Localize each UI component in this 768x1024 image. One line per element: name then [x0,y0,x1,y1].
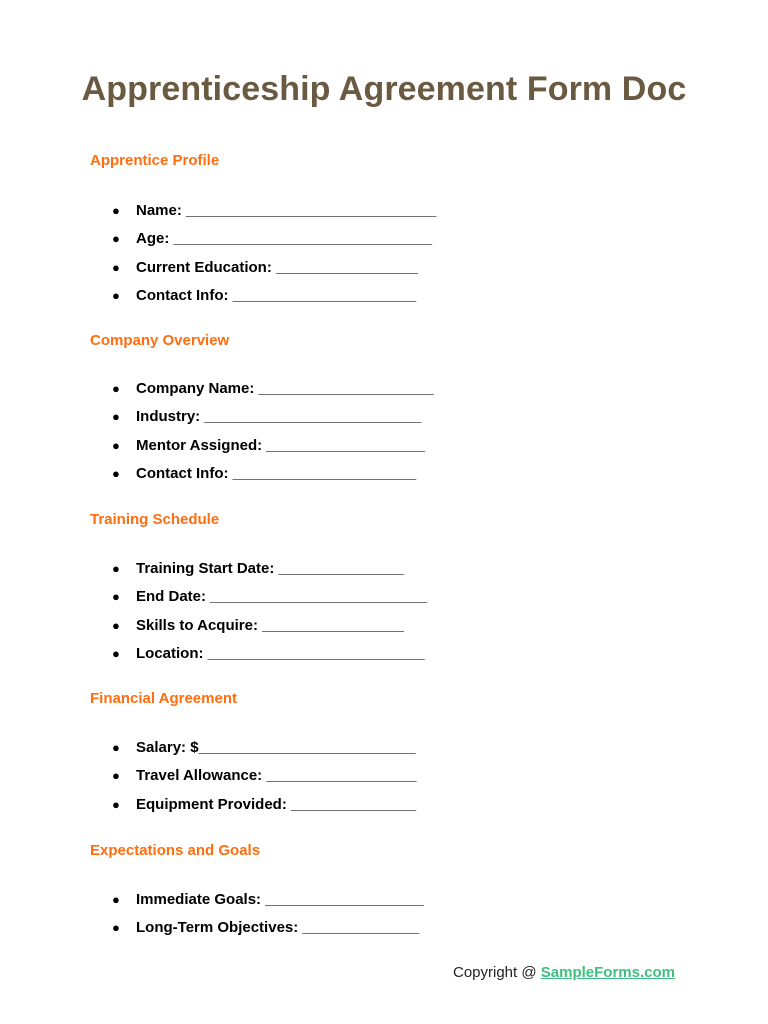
field-label: Name: ______________________________ [136,202,437,219]
list-item [112,918,424,946]
field-label: Age: _______________________________ [136,230,433,248]
bullet-icon: ● [112,437,120,453]
section-heading: Company Overview [90,332,230,349]
section-heading: Financial Agreement [90,690,237,707]
bullet-icon: ● [112,617,120,633]
copyright-text: Copyright @ [453,964,541,981]
bullet-icon: ● [112,920,120,936]
field-list [112,379,434,492]
list-item [112,766,417,794]
brand-link[interactable]: SampleForms.com [540,964,675,981]
bullet-icon: ● [112,287,120,303]
list-item [112,229,436,257]
section-heading: Apprentice Profile [90,152,220,169]
field-label: Equipment Provided: _______________ [136,795,417,813]
document-title: Apprenticeship Agreement Form Doc [81,70,687,108]
list-item [112,407,434,435]
list-item [112,379,434,407]
list-item [112,738,417,766]
list-item [112,286,436,314]
list-item [112,559,427,587]
list-item [112,890,424,918]
field-label: Mentor Assigned: ___________________ [136,436,425,454]
field-label: Location: __________________________ [136,644,425,662]
copyright-footer [453,964,675,981]
field-label: Contact Info: ______________________ [136,286,417,304]
field-list [112,738,417,823]
field-label: End Date: __________________________ [136,588,428,606]
field-list [112,890,424,947]
list-item [112,436,434,464]
field-list [112,559,427,672]
field-label: Company Name: _____________________ [136,380,434,397]
section-expectations-goals [90,842,424,937]
bullet-icon: ● [112,892,120,907]
section-financial-agreement [90,690,417,813]
section-heading: Training Schedule [90,511,220,528]
field-label: Long-Term Objectives: ______________ [136,919,420,937]
section-training-schedule [90,511,428,662]
section-heading: Expectations and Goals [90,842,261,859]
field-label: Immediate Goals: ___________________ [136,891,424,908]
field-label: Skills to Acquire: _________________ [136,616,404,634]
bullet-icon: ● [112,589,120,605]
bullet-icon: ● [112,768,120,784]
section-apprentice-profile [90,152,437,304]
bullet-icon: ● [112,796,120,812]
bullet-icon: ● [112,231,120,247]
bullet-icon: ● [112,561,120,576]
field-list [112,201,436,314]
field-label: Salary: $__________________________ [136,739,416,756]
list-item [112,644,427,672]
bullet-icon: ● [112,409,120,425]
bullet-icon: ● [112,645,120,661]
bullet-icon: ● [112,740,120,755]
field-label: Travel Allowance: __________________ [136,767,417,785]
bullet-icon: ● [112,203,120,218]
list-item [112,795,417,823]
bullet-icon: ● [112,381,120,396]
field-label: Industry: __________________________ [136,408,422,426]
list-item [112,587,427,615]
section-company-overview [90,332,434,482]
bullet-icon: ● [112,465,120,481]
list-item [112,258,436,286]
list-item [112,201,436,229]
field-label: Training Start Date: _______________ [136,560,404,577]
field-label: Contact Info: ______________________ [136,464,417,482]
field-label: Current Education: _________________ [136,258,418,276]
list-item [112,464,434,492]
bullet-icon: ● [112,259,120,275]
list-item [112,616,427,644]
